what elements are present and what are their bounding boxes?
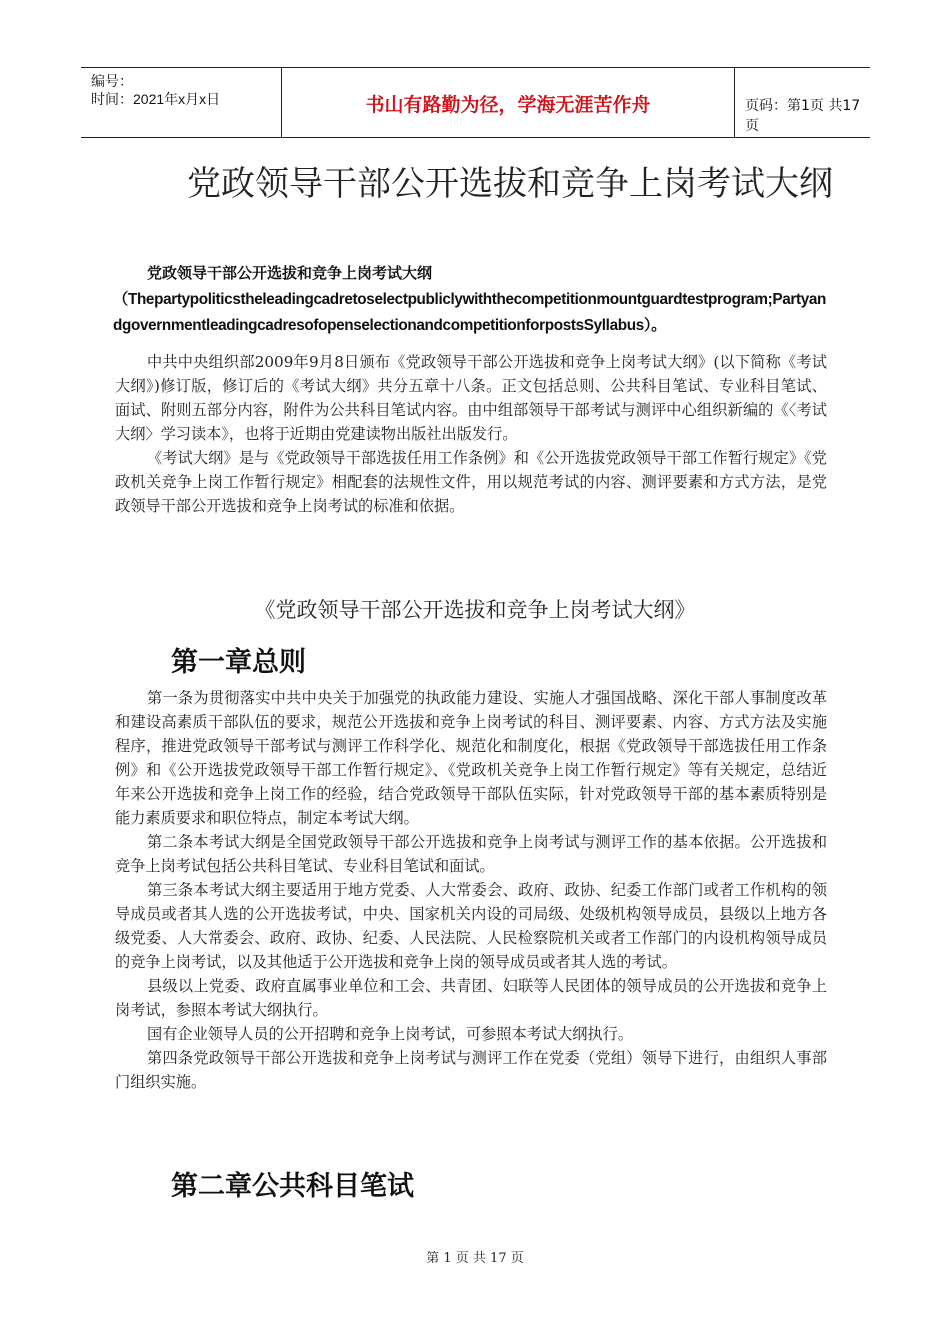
section-title: 《党政领导干部公开选拔和竞争上岗考试大纲》 — [254, 598, 696, 622]
time-label: 时间：2021年x月x日 — [91, 91, 221, 107]
article-paragraph: 国有企业领导人员的公开招聘和竞争上岗考试，可参照本考试大纲执行。 — [147, 1025, 633, 1043]
article-paragraph: 县级以上党委、政府直属事业单位和工会、共青团、妇联等人民团体的领导成员的公开选拔和竞争上岗考试，参照本考试大纲执行。 — [115, 977, 827, 1019]
article-paragraph: 第二条本考试大纲是全国党政领导干部公开选拔和竞争上岗考试与测评工作的基本依据。公开选拔和竞争上岗考试包括公共科目笔试、专业科目笔试和面试。 — [115, 833, 827, 875]
page-footer: 第 1 页 共 17 页 — [426, 1251, 524, 1266]
article-paragraph: 第四条党政领导干部公开选拔和竞争上岗考试与测评工作在党委（党组）领导下进行，由组织人事部门组织实施。 — [115, 1049, 827, 1091]
article-paragraph: 第三条本考试大纲主要适用于地方党委、人大常委会、政府、政协、纪委工作部门或者工作机构的领导成员或者其人选的公开选拔考试，中央、国家机关内设的司局级、处级机构领导成员，县级以上地方各级党委、人大常委会、政府、政协、纪委、人民法院、人民检察院机关或者工作部门的内设机构领导成员的竞争上岗考试，以及其他适于公开选拔和竞争上岗的领导成员或者其人选的考试。 — [115, 881, 827, 971]
intro-paragraph: 《考试大纲》是与《党政领导干部选拔任用工作条例》和《公开选拔党政领导干部工作暂行规定》《党政机关竞争上岗工作暂行规定》相配套的法规性文件，用以规范考试的内容、测评要素和方式方法，是党政领导干部公开选拔和竞争上岗考试的标准和依据。 — [115, 449, 827, 515]
slogan: 书山有路勤为径，学海无涯苦作舟 — [365, 94, 651, 116]
intro-paragraph: 中共中央组织部2009年9月8日颁布《党政领导干部公开选拔和竞争上岗考试大纲》(以下简称《考试大纲》)修订版，修订后的《考试大纲》共分五章十八条。正文包括总则、公共科目笔试、专业科目笔试、面试、附则五部分内容，附件为公共科目笔试内容。由中组部领导干部考试与测评中心组织新编的《〈考试大纲〉学习读本》，也将于近期由党建读物出版社出版发行。 — [115, 353, 827, 443]
document-title: 党政领导干部公开选拔和竞争上岗考试大纲 — [187, 164, 833, 204]
chapter-1-body — [115, 686, 827, 1094]
header-slogan-cell — [282, 68, 735, 137]
header-page-cell — [735, 68, 870, 137]
chapter-1-title: 第一章总则 — [171, 647, 306, 678]
article-paragraph: 第一条为贯彻落实中共中央关于加强党的执政能力建设、实施人才强国战略、深化干部人事制度改革和建设高素质干部队伍的要求，规范公开选拔和竞争上岗考试的科目、测评要素、内容、方式方法及实施程序，推进党政领导干部考试与测评工作科学化、规范化和制度化，根据《党政领导干部选拔任用工作条例》和《公开选拔党政领导干部工作暂行规定》、《党政机关竞争上岗工作暂行规定》等有关规定，总结近年来公开选拔和竞争上岗工作的经验，结合党政领导干部队伍实际，针对党政领导干部的基本素质特别是能力素质要求和职位特点，制定本考试大纲。 — [115, 689, 827, 827]
intro-section — [115, 350, 827, 518]
english-title: （Thepartypoliticstheleadingcadretoselectpubliclywiththecompetitionmountguardtestprogram;PartyandgovernmentleadingcadresofopenselectionandcompetitionforpostsSyllabus）。 — [113, 291, 827, 334]
header-table — [81, 67, 870, 138]
number-label: 编号： — [91, 73, 133, 89]
page-info: 页码：第1页 共17页 — [745, 98, 861, 134]
subheading: 党政领导干部公开选拔和竞争上岗考试大纲 — [147, 264, 433, 282]
chapter-2-title: 第二章公共科目笔试 — [171, 1171, 414, 1202]
header-meta-cell — [81, 68, 282, 137]
